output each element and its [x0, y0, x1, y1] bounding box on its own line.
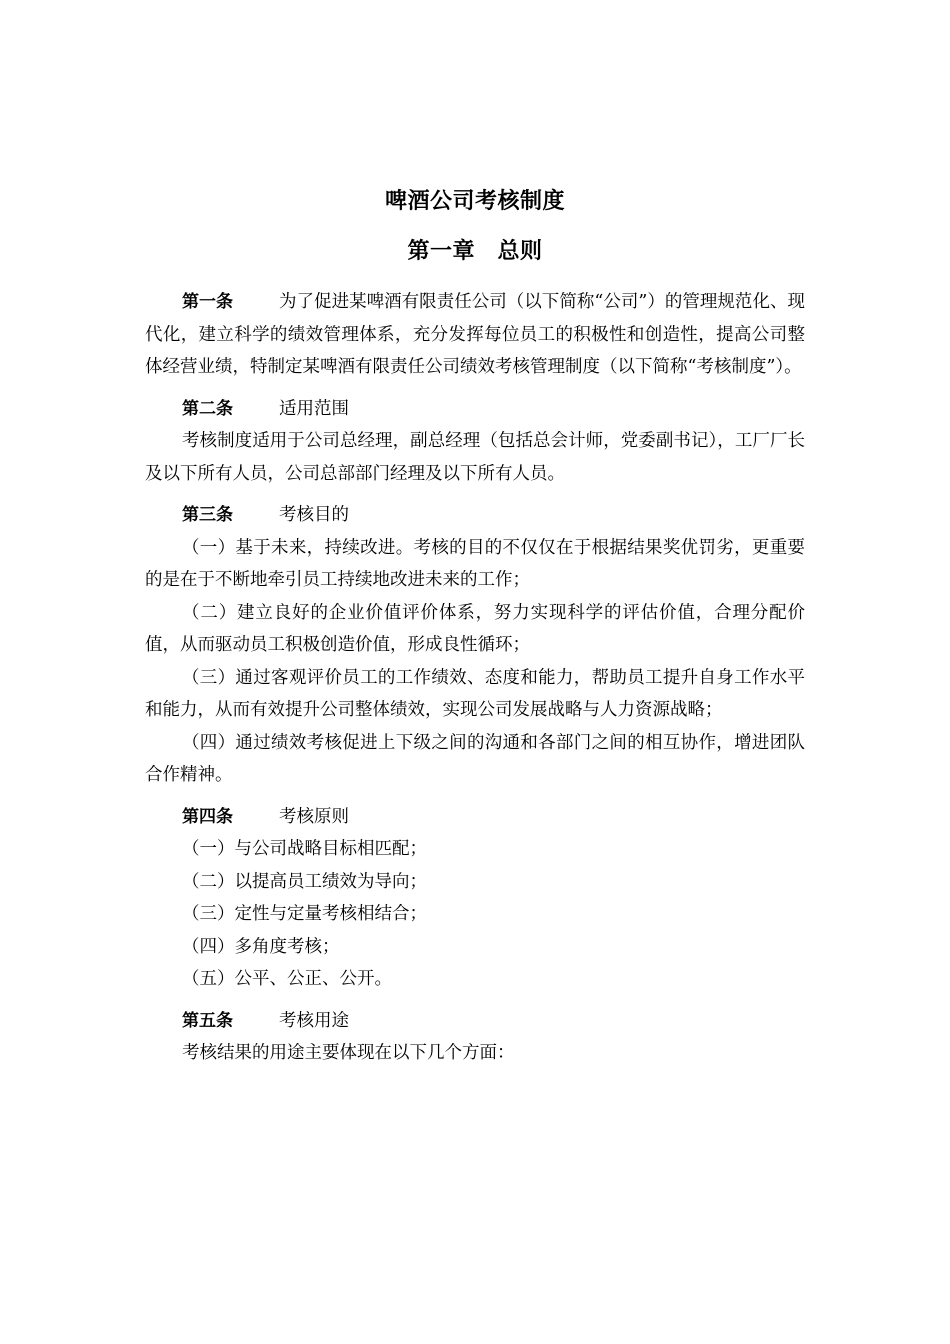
list-item: （五）公平、公正、公开。 — [182, 969, 392, 989]
list-item: （一）基于未来，持续改进。考核的目的不仅仅在于根据结果奖优罚劣，更重要的是在于不断地牵引员工持续地改进未来的工作； — [145, 537, 805, 590]
article-5-heading — [145, 1005, 805, 1038]
article-4-heading — [145, 801, 805, 834]
list-item: （二）建立良好的企业价值评价体系，努力实现科学的评估价值，合理分配价值，从而驱动员工积极创造价值，形成良性循环； — [145, 602, 805, 655]
article-2-heading — [145, 393, 805, 426]
article-label: 第四条 — [182, 806, 233, 827]
document-body — [145, 286, 805, 1070]
paragraph: 考核制度适用于公司总经理，副总经理（包括总会计师，党委副书记），工厂厂长及以下所有人员，公司总部部门经理及以下所有人员。 — [145, 431, 805, 484]
article-3-heading — [145, 499, 805, 532]
list-item: （三）通过客观评价员工的工作绩效、态度和能力，帮助员工提升自身工作水平和能力，从而有效提升公司整体绩效，实现公司发展战略与人力资源战略； — [145, 667, 805, 720]
document-title: 啤酒公司考核制度 — [384, 189, 565, 214]
paragraph: 考核结果的用途主要体现在以下几个方面： — [182, 1043, 515, 1063]
article-label: 第五条 — [182, 1010, 233, 1031]
article-1 — [145, 286, 805, 384]
article-label: 第二条 — [182, 398, 233, 419]
article-heading: 适用范围 — [279, 398, 349, 419]
list-item: （一）与公司战略目标相匹配； — [182, 839, 427, 859]
article-label: 第三条 — [182, 505, 233, 525]
article-heading: 考核目的 — [279, 505, 349, 525]
list-item: （三）定性与定量考核相结合； — [182, 904, 427, 924]
article-text: 为了促进某啤酒有限责任公司（以下简称“公司”）的管理规范化、现代化，建立科学的绩效管理体系，充分发挥每位员工的积极性和创造性，提高公司整体经营业绩，特制定某啤酒有限责任公司绩效考核管理制度（以下简称“考核制度”）。 — [145, 292, 805, 377]
article-label: 第一条 — [182, 292, 233, 312]
article-heading: 考核原则 — [279, 806, 349, 827]
list-item: （四）通过绩效考核促进上下级之间的沟通和各部门之间的相互协作，增进团队合作精神。 — [145, 732, 805, 785]
list-item: （二）以提高员工绩效为导向； — [182, 871, 427, 892]
list-item: （四）多角度考核； — [182, 936, 340, 957]
chapter-heading: 第一章 总则 — [407, 239, 543, 264]
article-heading: 考核用途 — [279, 1010, 349, 1031]
